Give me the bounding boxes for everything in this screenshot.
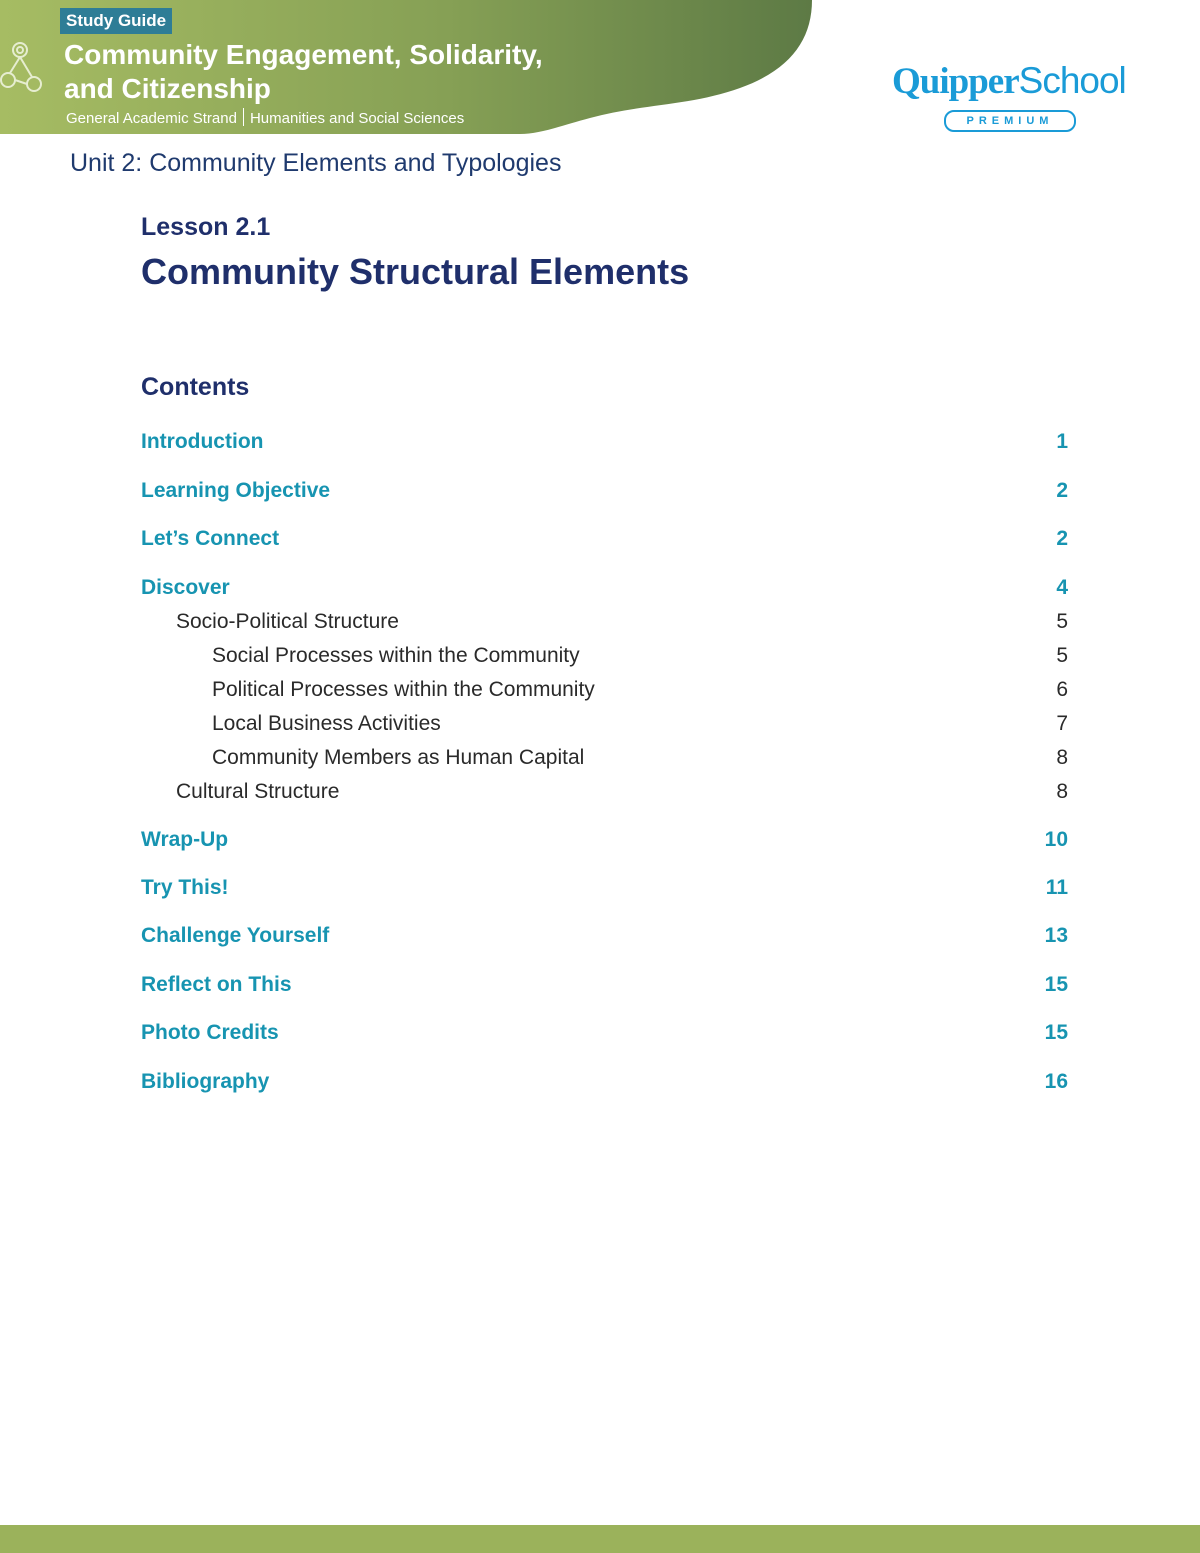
toc-item-reflect-on-this[interactable] (0, 970, 1200, 1000)
toc-item-cultural-structure[interactable] (0, 777, 1200, 807)
lesson-title: Community Structural Elements (141, 251, 690, 292)
toc-page-number: 2 (1056, 479, 1068, 502)
toc-page-number: 7 (1056, 712, 1068, 735)
toc-page-number: 15 (1044, 1021, 1068, 1044)
toc-page-number: 15 (1044, 973, 1068, 996)
toc-label: Socio-Political Structure (176, 610, 399, 633)
toc-item-political-processes[interactable] (0, 675, 1200, 705)
toc-item-challenge-yourself[interactable] (0, 921, 1200, 951)
toc-page-number: 8 (1056, 746, 1068, 769)
toc-item-local-business-activities[interactable] (0, 709, 1200, 739)
toc-page-number: 10 (1044, 828, 1068, 851)
toc-page-number: 11 (1045, 876, 1068, 899)
community-network-icon (0, 40, 52, 104)
toc-label: Community Members as Human Capital (212, 746, 585, 769)
toc-item-introduction[interactable] (0, 427, 1200, 457)
track-label: Humanities and Social Sciences (249, 110, 465, 127)
logo-wordmark (892, 60, 1132, 103)
toc-label: Wrap-Up (141, 828, 229, 851)
logo-school: School (1018, 60, 1126, 101)
course-title-line-1: Community Engagement, Solidarity, (64, 39, 543, 70)
toc-page-number: 1 (1056, 430, 1068, 453)
toc-label: Political Processes within the Community (212, 678, 595, 701)
course-title-line-2: and Citizenship (64, 73, 271, 104)
toc-label: Bibliography (141, 1070, 270, 1093)
toc-item-try-this[interactable] (0, 873, 1200, 903)
toc-label: Try This! (141, 876, 229, 899)
toc-label: Photo Credits (141, 1021, 279, 1044)
toc-page-number: 6 (1056, 678, 1068, 701)
toc-item-human-capital[interactable] (0, 743, 1200, 773)
logo-quipper: Quipper (892, 61, 1019, 102)
toc-item-wrap-up[interactable] (0, 825, 1200, 855)
toc-item-discover[interactable] (0, 573, 1200, 603)
course-subtitle (66, 108, 464, 129)
toc-page-number: 5 (1056, 644, 1068, 667)
toc-label: Discover (141, 576, 230, 599)
toc-label: Social Processes within the Community (212, 644, 580, 667)
toc-item-bibliography[interactable] (0, 1067, 1200, 1097)
toc-page-number: 13 (1044, 924, 1068, 947)
quipper-school-logo (892, 60, 1132, 134)
toc-page-number: 16 (1044, 1070, 1068, 1093)
course-title (64, 38, 684, 106)
toc-label: Local Business Activities (212, 712, 441, 735)
toc-label: Introduction (141, 430, 264, 453)
toc-label: Challenge Yourself (141, 924, 330, 947)
toc-page-number: 2 (1056, 527, 1068, 550)
strand-label: General Academic Strand (66, 110, 237, 127)
toc-page-number: 5 (1056, 610, 1068, 633)
unit-title: Unit 2: Community Elements and Typologies (70, 149, 562, 177)
lesson-label: Lesson 2.1 (141, 213, 271, 241)
toc-label: Learning Objective (141, 479, 331, 502)
toc-label: Reflect on This (141, 973, 292, 996)
footer-bar (0, 1525, 1200, 1553)
toc-item-lets-connect[interactable] (0, 524, 1200, 554)
toc-page-number: 4 (1056, 576, 1068, 599)
toc-item-socio-political-structure[interactable] (0, 607, 1200, 637)
contents-heading: Contents (141, 373, 250, 401)
study-guide-badge: Study Guide (60, 8, 172, 34)
toc-label: Cultural Structure (176, 780, 340, 803)
toc-page-number: 8 (1056, 780, 1068, 803)
toc-label: Let’s Connect (141, 527, 280, 550)
toc-item-learning-objective[interactable] (0, 476, 1200, 506)
toc-item-social-processes[interactable] (0, 641, 1200, 671)
premium-pill: PREMIUM (944, 110, 1076, 132)
toc-item-photo-credits[interactable] (0, 1018, 1200, 1048)
subtitle-divider (243, 108, 244, 126)
